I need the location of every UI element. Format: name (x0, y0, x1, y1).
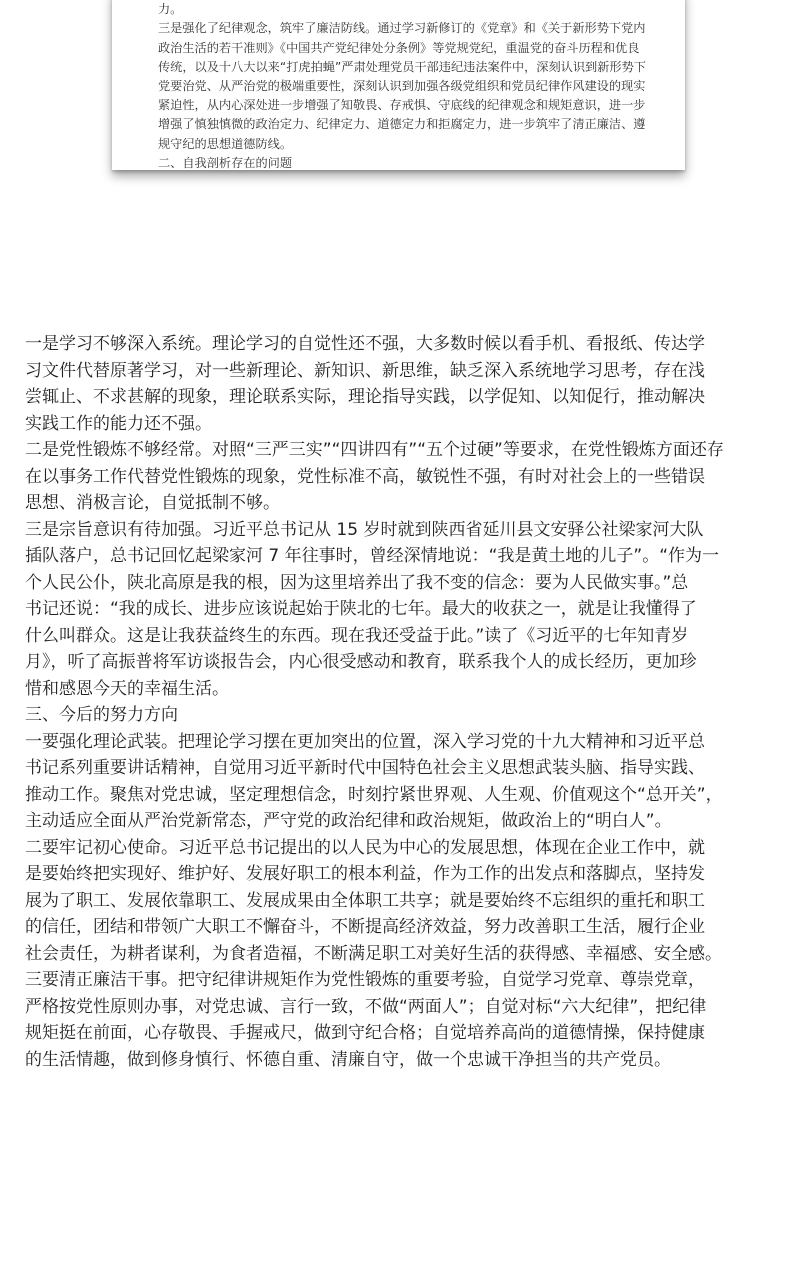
body-line: 书记系列重要讲话精神，自觉用习近平新时代中国特色社会主义思想武装头脑、指导实践、 (25, 758, 705, 778)
preview-line: 增强了慎独慎微的政治定力、纪律定力、道德定力和拒腐定力，进一步筑牢了清正廉洁、遵 (158, 117, 646, 132)
document-body (25, 331, 780, 1073)
body-line: 实践工作的能力还不强。 (25, 413, 212, 434)
body-line: 主动适应全面从严治党新常态，严守党的政治纪律和政治规矩，做政治上的“明白人”。 (25, 811, 672, 831)
preview-line: 政治生活的若干准则》《中国共产党纪律处分条例》等党规党纪，重温党的奋斗历程和优良 (158, 40, 640, 55)
body-line: 思想、消极言论，自觉抵制不够。 (25, 493, 280, 513)
preview-section-heading: 二、自我剖析存在的问题 (158, 155, 293, 170)
body-line: 展为了职工、发展依靠职工、发展成果由全体职工共享；就是要始终不忘组织的重托和职工 (25, 890, 705, 911)
body-line: 的信任，团结和带领广大职工不懈奋斗，不断提高经济效益，努力改善职工生活，履行企业 (25, 917, 705, 937)
body-line: 三要清正廉洁干事。把守纪律讲规矩作为党性锻炼的重要考验，自觉学习党章、尊崇党章， (25, 970, 705, 990)
body-line: 插队落户，总书记回忆起梁家河 7 年往事时，曾经深情地说：“我是黄土地的儿子”。“作为一 (25, 546, 720, 566)
body-line: 一要强化理论武装。把理论学习摆在更加突出的位置，深入学习党的十九大精神和习近平总 (25, 731, 705, 752)
body-line: 尝辄止、不求甚解的现象，理论联系实际，理论指导实践，以学促知、以知促行，推动解决 (25, 387, 705, 407)
body-line: 一是学习不够深入系统。理论学习的自觉性还不强，大多数时候以看手机、看报纸、传达学 (25, 334, 705, 354)
section-heading: 三、今后的努力方向 (25, 705, 178, 725)
body-line: 的生活情趣，做到修身慎行、怀德自重、清廉自守，做一个忠诚干净担当的共产党员。 (25, 1049, 671, 1070)
preview-line: 三是强化了纪律观念，筑牢了廉洁防线。通过学习新修订的《党章》和《关于新形势下党内 (158, 21, 646, 36)
body-line: 在以事务工作代替党性锻炼的现象，党性标准不高，敏锐性不强，有时对社会上的一些错误 (25, 466, 705, 487)
preview-line: 紧迫性，从内心深处进一步增强了知敬畏、存戒惧、守底线的纪律观念和规矩意识，进一步 (158, 98, 646, 113)
preview-line: 传统，以及十八大以来“打虎拍蝇”严肃处理党员干部违纪违法案件中，深刻认识到新形势下 (158, 59, 646, 74)
document-preview-card (112, 0, 685, 170)
body-line: 习文件代替原著学习，对一些新理论、新知识、新思维，缺乏深入系统地学习思考，存在浅 (25, 360, 705, 381)
body-line: 书记还说：“我的成长、进步应该说起始于陕北的七年。最大的收获之一，就是让我懂得了 (25, 599, 697, 619)
body-line: 惜和感恩今天的幸福生活。 (25, 678, 229, 699)
body-line: 月》，听了高振普将军访谈报告会，内心很受感动和教育，联系我个人的成长经历，更加珍 (25, 652, 697, 672)
body-line: 推动工作。聚焦对党忠诚，坚定理想信念，时刻拧紧世界观、人生观、价值观这个“总开关”， (25, 784, 723, 805)
body-line: 严格按党性原则办事，对党忠诚、言行一致，不做“两面人”；自觉对标“六大纪律”，把纪律 (25, 996, 707, 1017)
body-line: 三是宗旨意识有待加强。习近平总书记从 15 岁时就到陕西省延川县文安驿公社梁家河大队 (25, 519, 704, 540)
preview-line: 力。 (158, 2, 183, 17)
preview-line: 规守纪的思想道德防线。 (158, 136, 293, 151)
body-line: 社会责任，为耕者谋利，为食者造福，不断满足职工对美好生活的获得感、幸福感、安全感。 (25, 943, 722, 964)
preview-line: 党要治党、从严治党的极端重要性，深刻认识到加强各级党组织和党员纪律作风建设的现实 (158, 79, 646, 94)
body-line: 是要始终把实现好、维护好、发展好职工的根本利益，作为工作的出发点和落脚点，坚持发 (25, 864, 705, 884)
preview-card-text (158, 0, 646, 170)
body-line: 二是党性锻炼不够经常。对照“三严三实”“四讲四有”“五个过硬”等要求，在党性锻炼方面还存 (25, 440, 724, 460)
body-line: 规矩挺在前面，心存敬畏、手握戒尺，做到守纪合格；自觉培养高尚的道德情操，保持健康 (25, 1023, 705, 1043)
body-line: 二要牢记初心使命。习近平总书记提出的以人民为中心的发展思想，体现在企业工作中，就 (25, 837, 705, 858)
body-line: 什么叫群众。这是让我获益终生的东西。现在我还受益于此。”读了《习近平的七年知青岁 (25, 625, 689, 646)
body-line: 个人民公仆，陕北高原是我的根，因为这里培养出了我不变的信念：要为人民做实事。”总 (25, 572, 689, 593)
